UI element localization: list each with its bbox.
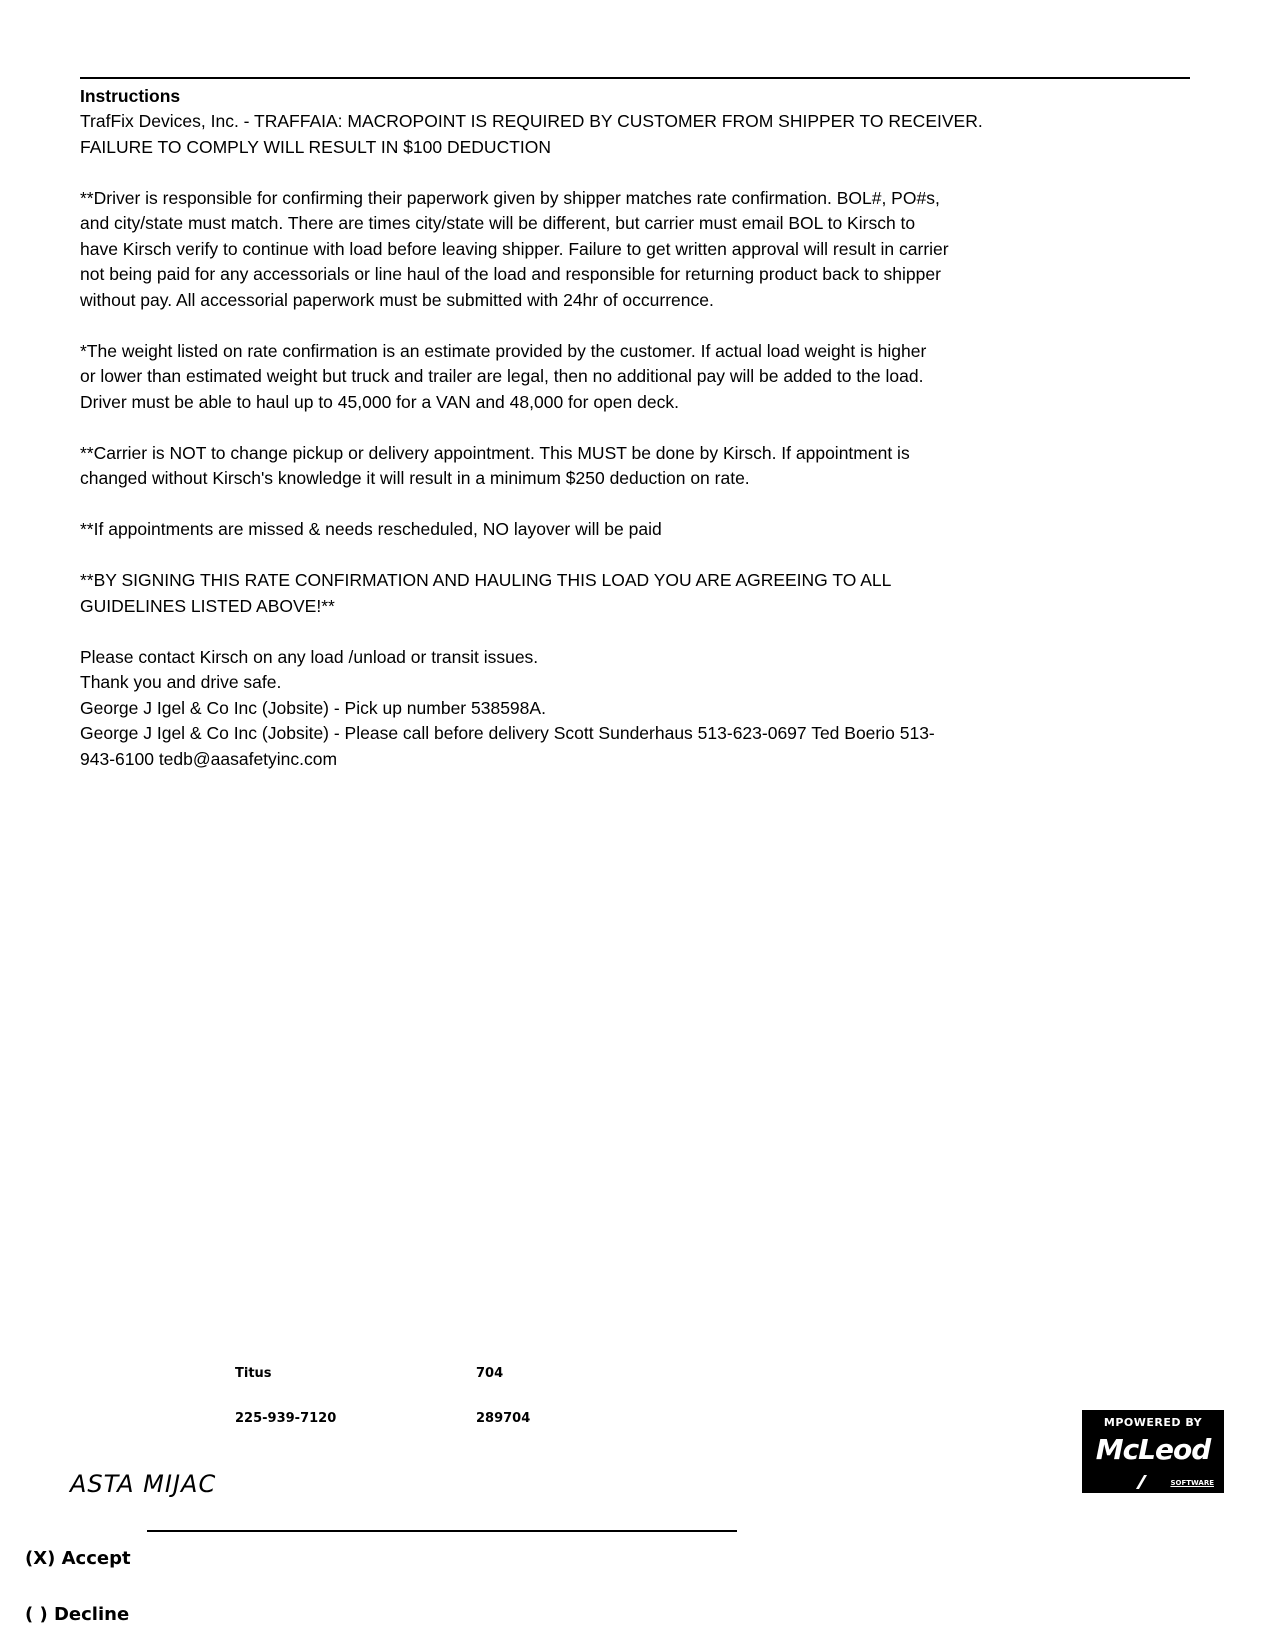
instruction-paragraph-layover: **If appointments are missed & needs rescheduled, NO layover will be paid [80, 519, 662, 539]
driver-phone: 225-939-7120 [235, 1411, 337, 1426]
instruction-paragraph-contact: Please contact Kirsch on any load /unload or transit issues. Thank you and drive safe. George J Igel & Co Inc (Jobsite) - Pick up number 538598A. George J Igel & Co Inc (Jobsite) - Please call before delivery Scott Sunderhaus 513-623-0697 Ted Boerio 513- 943-6100 tedb@aasafetyinc.com [80, 646, 935, 769]
instruction-paragraph-paperwork: **Driver is responsible for confirming their paperwork given by shipper matches rate confirmation. BOL#, PO#s, and city/state must match. There are times city/state will be different, but carrier must email BOL to Kirsch to have Kirsch verify to continue with load before leaving shipper. Failure to get written approval will result in carrier not being paid for any accessorials or line haul of the load and responsible for returning product back to shipper without pay. All accessorial paperwork must be submitted with 24hr of occurrence. [80, 187, 949, 310]
logo-brand: McLeod [1095, 1433, 1211, 1466]
instructions-heading: Instructions [80, 86, 181, 106]
instruction-paragraph-macropoint: TrafFix Devices, Inc. - TRAFFAIA: MACROPOINT IS REQUIRED BY CUSTOMER FROM SHIPPER TO RECEIVER. FAILURE TO COMPLY WILL RESULT IN $100 DEDUCTION [80, 111, 983, 157]
truck-number: 704 [476, 1366, 504, 1381]
instruction-paragraph-agreement: **BY SIGNING THIS RATE CONFIRMATION AND HAULING THIS LOAD YOU ARE AGREEING TO ALL GUIDELINES LISTED ABOVE!** [80, 570, 892, 616]
logo-subtext: SOFTWARE [1170, 1479, 1214, 1487]
instruction-paragraph-appointment: **Carrier is NOT to change pickup or delivery appointment. This MUST be done by Kirsch. If appointment is changed without Kirsch's knowledge it will result in a minimum $250 deduction on rate. [80, 442, 910, 488]
driver-name: Titus [235, 1366, 272, 1381]
mcleod-logo [1082, 1410, 1224, 1493]
decline-option[interactable]: ( ) Decline [25, 1604, 130, 1625]
accept-option[interactable]: (X) Accept [25, 1548, 131, 1569]
signature-line [147, 1530, 737, 1532]
logo-tagline: MPOWERED BY [1103, 1416, 1203, 1429]
logo-slash-mark [1136, 1475, 1147, 1489]
instructions-section [80, 84, 1190, 772]
instruction-paragraph-weight: *The weight listed on rate confirmation is an estimate provided by the customer. If actual load weight is higher or lower than estimated weight but truck and trailer are legal, then no additional pay will be added to the load. Driver must be able to haul up to 45,000 for a VAN and 48,000 for open deck. [80, 340, 927, 412]
trailer-number: 289704 [476, 1411, 531, 1426]
signature: ASTA MIJAC [70, 1470, 217, 1498]
top-divider [80, 77, 1190, 79]
